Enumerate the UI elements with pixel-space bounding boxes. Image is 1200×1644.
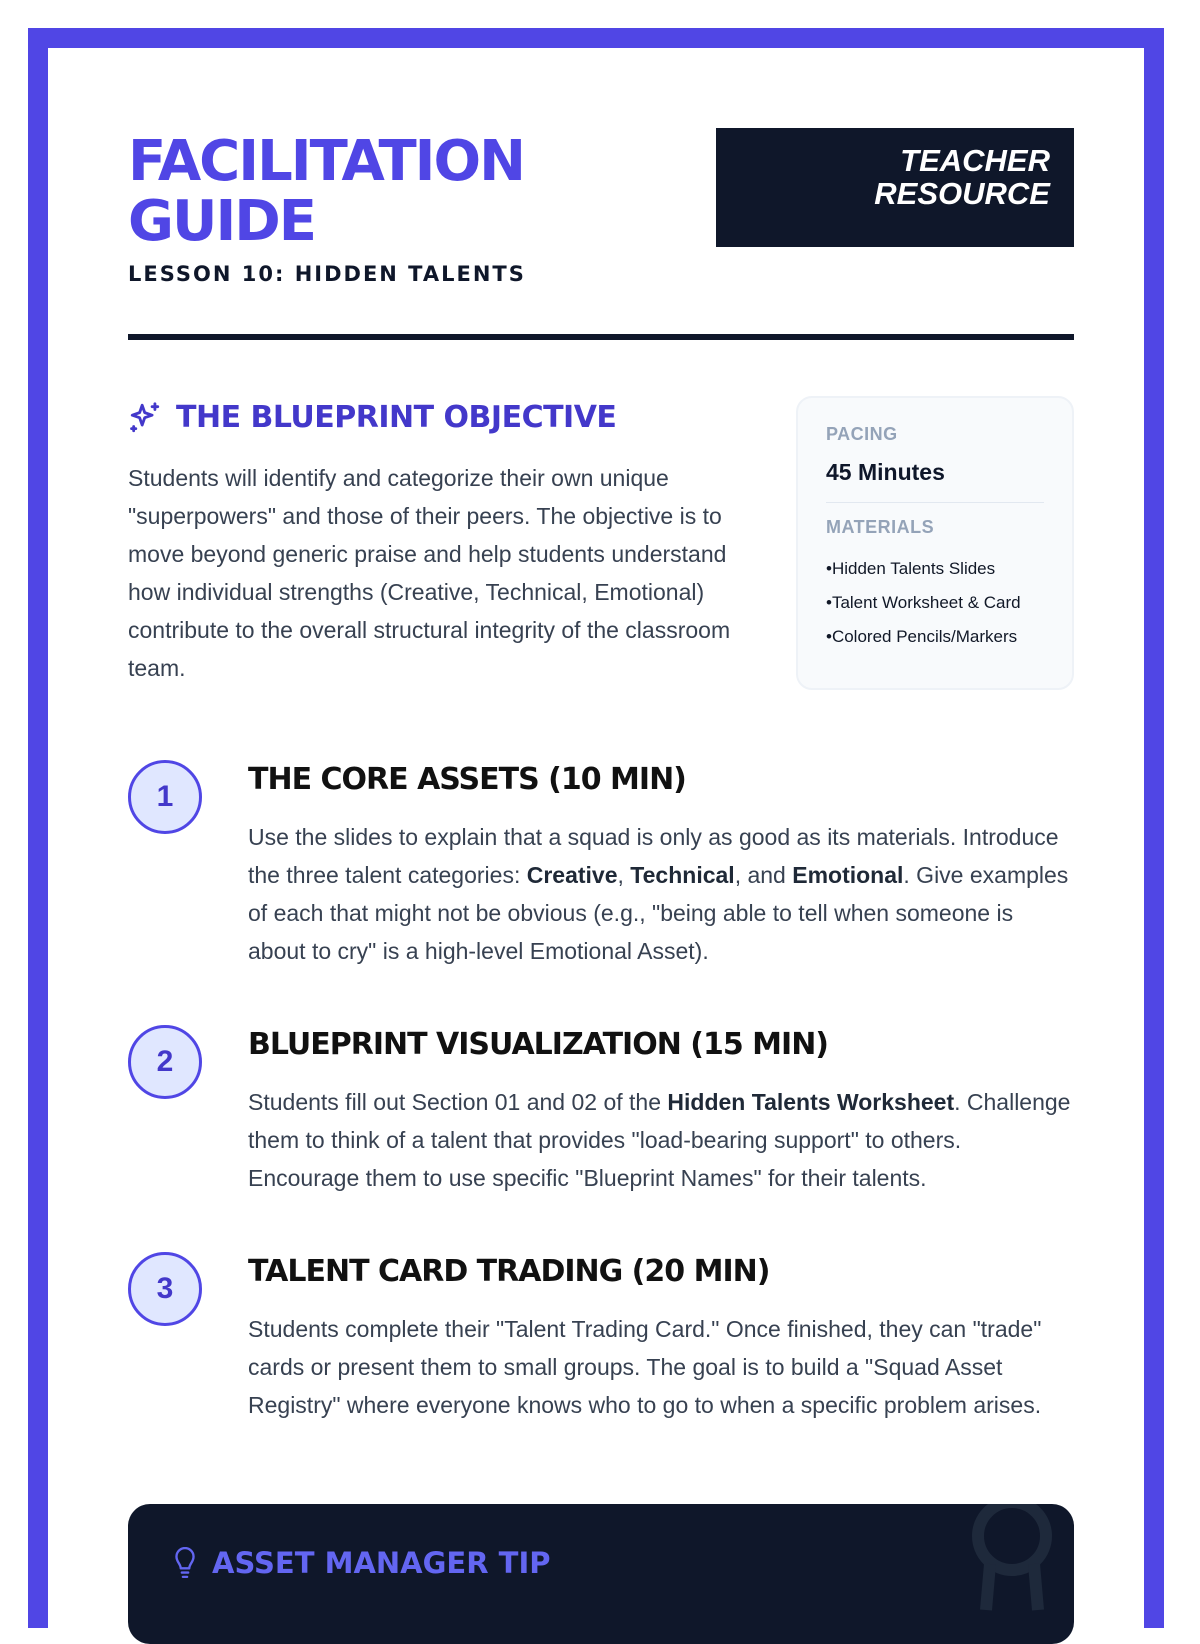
card-divider: [826, 502, 1044, 503]
material-item: • Colored Pencils/Markers: [826, 620, 1044, 654]
asset-manager-tip-box: [128, 1504, 1074, 1644]
pacing-value: 45 Minutes: [826, 459, 945, 485]
materials-label: MATERIALS: [826, 517, 935, 537]
pacing-materials-card: [796, 396, 1074, 690]
emphasis-technical: Technical: [630, 862, 735, 888]
pacing-label: PACING: [826, 424, 898, 444]
step-description: Students complete their "Talent Trading Card." Once finished, they can "trade" cards or present them to small groups. The goal is to build a "Squad Asset Registry" where everyone knows who to go to when a specific problem arises.: [248, 1316, 1042, 1418]
title-line-1: FACILITATION: [128, 129, 524, 194]
badge-line-2: RESOURCE: [874, 176, 1050, 211]
page-title: [128, 129, 524, 254]
lightbulb-icon: [172, 1547, 198, 1579]
title-line-2: GUIDE: [128, 189, 316, 254]
step-title: THE CORE ASSETS (10 MIN): [248, 762, 686, 797]
badge-line-1: TEACHER: [900, 143, 1050, 178]
step-description: Students fill out Section 01 and 02 of the Hidden Talents Worksheet. Challenge them to think of a talent that provides "load-bearing support" to others. Encourage them to use specific "Blueprint Names" for their talents.: [248, 1089, 1071, 1191]
award-ribbon-icon: [960, 1504, 1070, 1612]
objective-heading: [128, 400, 616, 435]
emphasis-emotional: Emotional: [792, 862, 904, 888]
step-number-badge: 1: [128, 760, 202, 834]
step-title: BLUEPRINT VISUALIZATION (15 MIN): [248, 1027, 829, 1062]
step-number-badge: 3: [128, 1252, 202, 1326]
step-title: TALENT CARD TRADING (20 MIN): [248, 1254, 770, 1289]
header-divider: [128, 334, 1074, 340]
material-item: • Talent Worksheet & Card: [826, 586, 1044, 620]
lesson-subtitle: LESSON 10: HIDDEN TALENTS: [128, 262, 526, 286]
tip-heading: [172, 1546, 550, 1580]
step-number-badge: 2: [128, 1025, 202, 1099]
materials-list: [826, 552, 1044, 654]
sparkles-icon: [128, 401, 162, 435]
material-item: • Hidden Talents Slides: [826, 552, 1044, 586]
tip-title: ASSET MANAGER TIP: [212, 1546, 551, 1580]
teacher-resource-badge: [716, 128, 1074, 247]
step-description: Use the slides to explain that a squad is only as good as its materials. Introduce the three talent categories: Creative, Technical, and Emotional. Give examples of each that might not be obvious (e.g., "being able to tell when someone is about to cry" is a high-level Emotional Asset).: [248, 824, 1069, 964]
emphasis-creative: Creative: [526, 862, 618, 888]
objective-text: Students will identify and categorize their own unique "superpowers" and those of their peers. The objective is to move beyond generic praise and help students understand how individual strengths (Creative, Technical, Emotional) contribute to the overall structural integrity of the classroom team.: [128, 465, 731, 681]
objective-title: THE BLUEPRINT OBJECTIVE: [176, 400, 617, 435]
emphasis-worksheet: Hidden Talents Worksheet: [667, 1089, 955, 1115]
